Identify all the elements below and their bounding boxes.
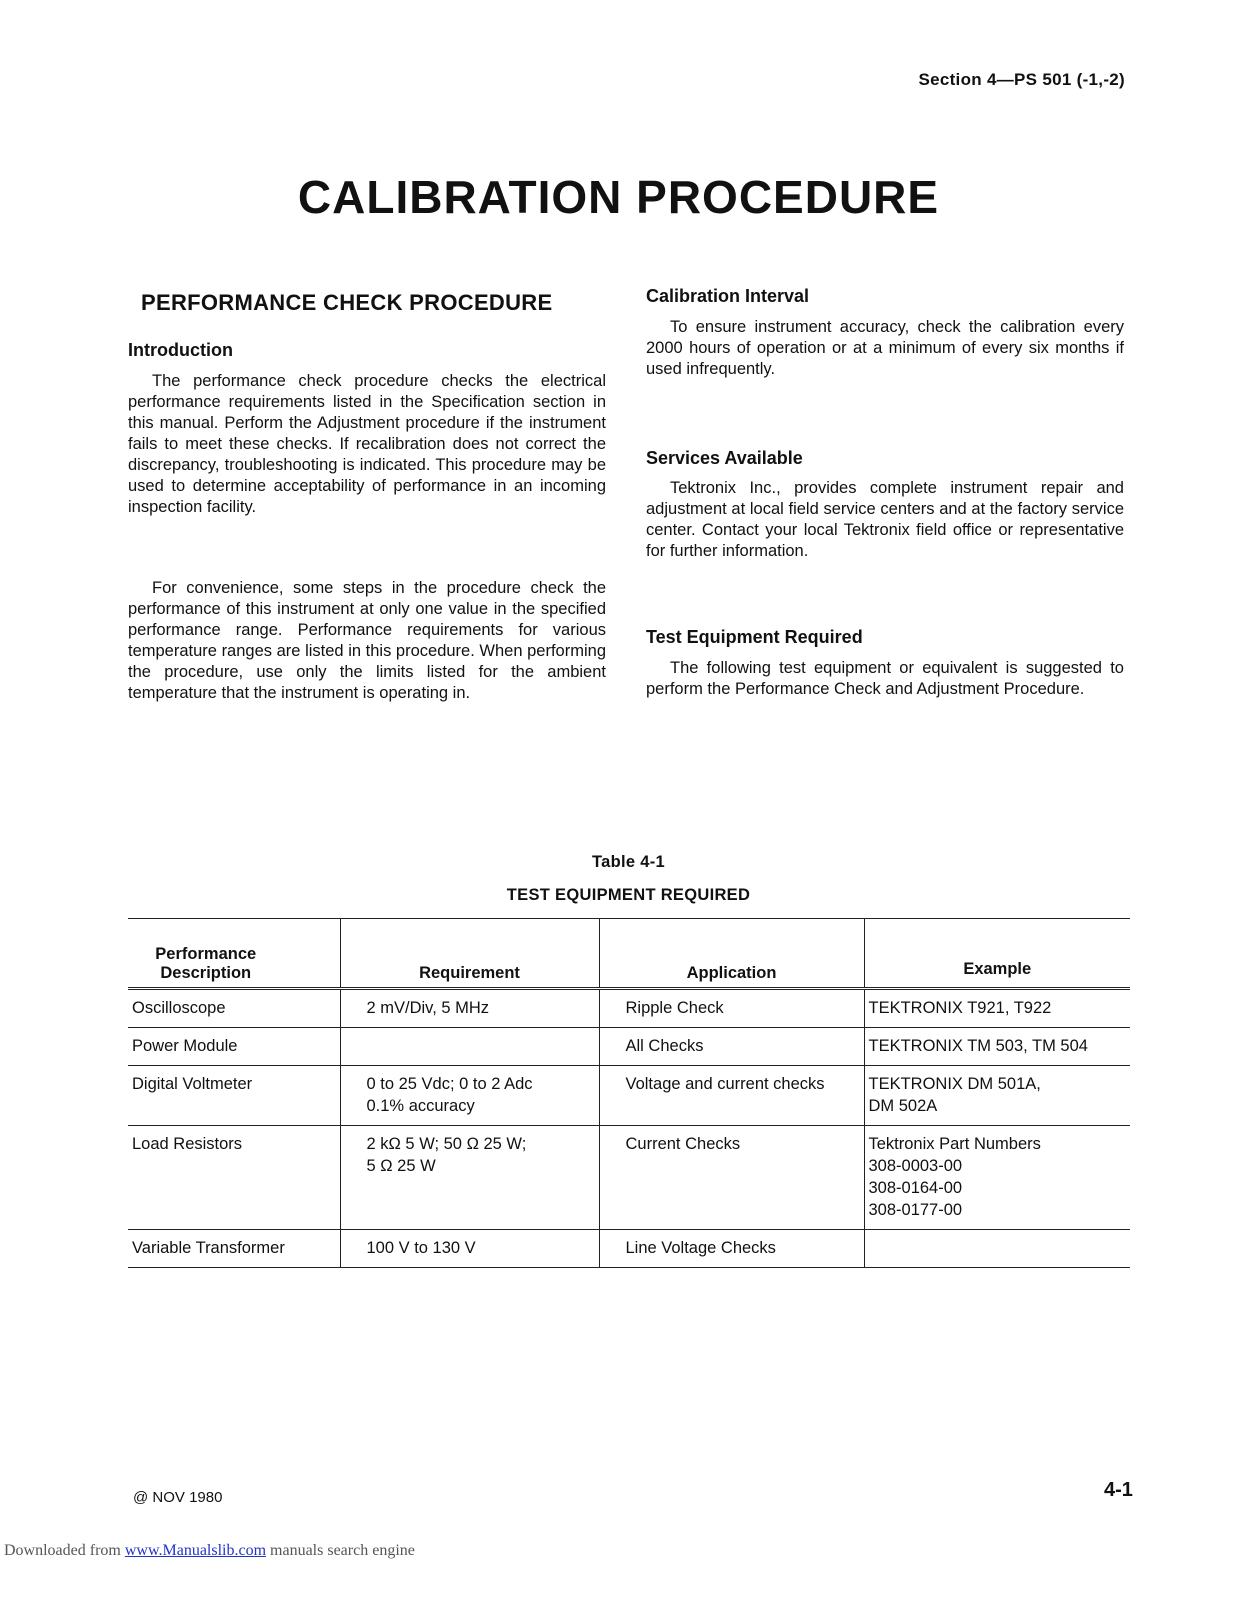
- header-description-line-1: Performance: [155, 945, 257, 963]
- cell-requirement: [340, 1126, 599, 1230]
- cell-example: [864, 1066, 1130, 1126]
- footer-date: @ NOV 1980: [133, 1489, 223, 1506]
- cell-requirement: [340, 989, 599, 1028]
- cell-application: All Checks: [599, 1028, 864, 1066]
- cell-description: Power Module: [128, 1028, 340, 1066]
- requirement-line: 100 V to 130 V: [366, 1239, 476, 1257]
- cell-description: Oscilloscope: [128, 989, 340, 1028]
- example-line: 308-0164-00: [868, 1179, 963, 1197]
- test-equipment-paragraph: The following test equipment or equivalent is suggested to perform the Performance Check and Adjustment Procedure.: [646, 659, 1124, 698]
- services-available-paragraph: Tektronix Inc., provides complete instrument repair and adjustment at local field service centers and at the factory service center. Contact your local Tektronix field office or representative for further information.: [646, 479, 1124, 560]
- example-line: TEKTRONIX T921, T922: [868, 999, 1052, 1017]
- requirement-line: 0.1% accuracy: [366, 1097, 475, 1115]
- introduction-heading: Introduction: [128, 340, 233, 360]
- example-line: Tektronix Part Numbers: [868, 1135, 1041, 1153]
- cell-requirement: [340, 1230, 599, 1268]
- cell-application: Ripple Check: [599, 989, 864, 1028]
- services-available-heading: Services Available: [646, 448, 803, 468]
- cell-example: [864, 989, 1130, 1028]
- calibration-interval-heading: Calibration Interval: [646, 286, 810, 306]
- table-row: [128, 1028, 1130, 1066]
- download-note: [4, 1542, 415, 1560]
- cell-example: [864, 1126, 1130, 1230]
- requirement-line: 5 Ω 25 W: [366, 1157, 436, 1175]
- manualslib-link[interactable]: www.Manualslib.com: [124, 1542, 267, 1559]
- example-line: 308-0003-00: [868, 1157, 963, 1175]
- cell-description: Variable Transformer: [128, 1230, 340, 1268]
- header-requirement: Requirement: [340, 919, 599, 989]
- cell-application: Voltage and current checks: [599, 1066, 864, 1126]
- table-row: [128, 989, 1130, 1028]
- table-row: [128, 1066, 1130, 1126]
- header-application: Application: [599, 919, 864, 989]
- cell-description: Digital Voltmeter: [128, 1066, 340, 1126]
- table-number: Table 4-1: [591, 853, 665, 871]
- table-row: [128, 1230, 1130, 1268]
- header-example: Example: [864, 919, 1130, 989]
- section-header: Section 4—PS 501 (-1,-2): [918, 70, 1125, 89]
- download-note-suffix: manuals search engine: [266, 1542, 415, 1559]
- requirement-line: 2 kΩ 5 W; 50 Ω 25 W;: [366, 1135, 527, 1153]
- cell-example: [864, 1230, 1130, 1268]
- example-line: DM 502A: [868, 1097, 938, 1115]
- cell-application: Line Voltage Checks: [599, 1230, 864, 1268]
- cell-example: [864, 1028, 1130, 1066]
- cell-description: Load Resistors: [128, 1126, 340, 1230]
- cell-application: Current Checks: [599, 1126, 864, 1230]
- test-equipment-heading: Test Equipment Required: [646, 627, 863, 647]
- example-line: 308-0177-00: [868, 1201, 963, 1219]
- download-note-prefix: Downloaded from: [4, 1542, 125, 1559]
- example-line: TEKTRONIX DM 501A,: [868, 1075, 1041, 1093]
- cell-requirement: [340, 1066, 599, 1126]
- table-header-row: [128, 919, 1130, 989]
- table-row: [128, 1126, 1130, 1230]
- header-description-line-2: Description: [160, 964, 252, 982]
- table-title: TEST EQUIPMENT REQUIRED: [506, 886, 751, 904]
- page-number: 4-1: [1104, 1479, 1133, 1501]
- page-title: CALIBRATION PROCEDURE: [297, 171, 940, 223]
- introduction-paragraph-2: For convenience, some steps in the procedure check the performance of this instrument at only one value in the specified performance range. Performance requirements for various temperature ranges are listed in this procedure. When performing the procedure, use only the limits listed for the ambient temperature that the instrument is operating in.: [128, 579, 606, 702]
- introduction-paragraph-1: The performance check procedure checks the electrical performance requirements listed in the Specification section in this manual. Perform the Adjustment procedure if the instrument fails to meet these checks. If recalibration does not correct the discrepancy, troubleshooting is indicated. This procedure may be used to determine acceptability of performance in an incoming inspection facility.: [128, 372, 606, 516]
- cell-requirement: [340, 1028, 599, 1066]
- calibration-interval-paragraph: To ensure instrument accuracy, check the calibration every 2000 hours of operation or at a minimum of every six months if used infrequently.: [646, 318, 1124, 378]
- example-line: TEKTRONIX TM 503, TM 504: [868, 1037, 1088, 1055]
- requirement-line: 2 mV/Div, 5 MHz: [366, 999, 490, 1017]
- performance-check-heading: PERFORMANCE CHECK PROCEDURE: [141, 290, 553, 315]
- requirement-line: 0 to 25 Vdc; 0 to 2 Adc: [366, 1075, 533, 1093]
- header-performance-description: [128, 919, 340, 989]
- test-equipment-table: [128, 918, 1130, 1268]
